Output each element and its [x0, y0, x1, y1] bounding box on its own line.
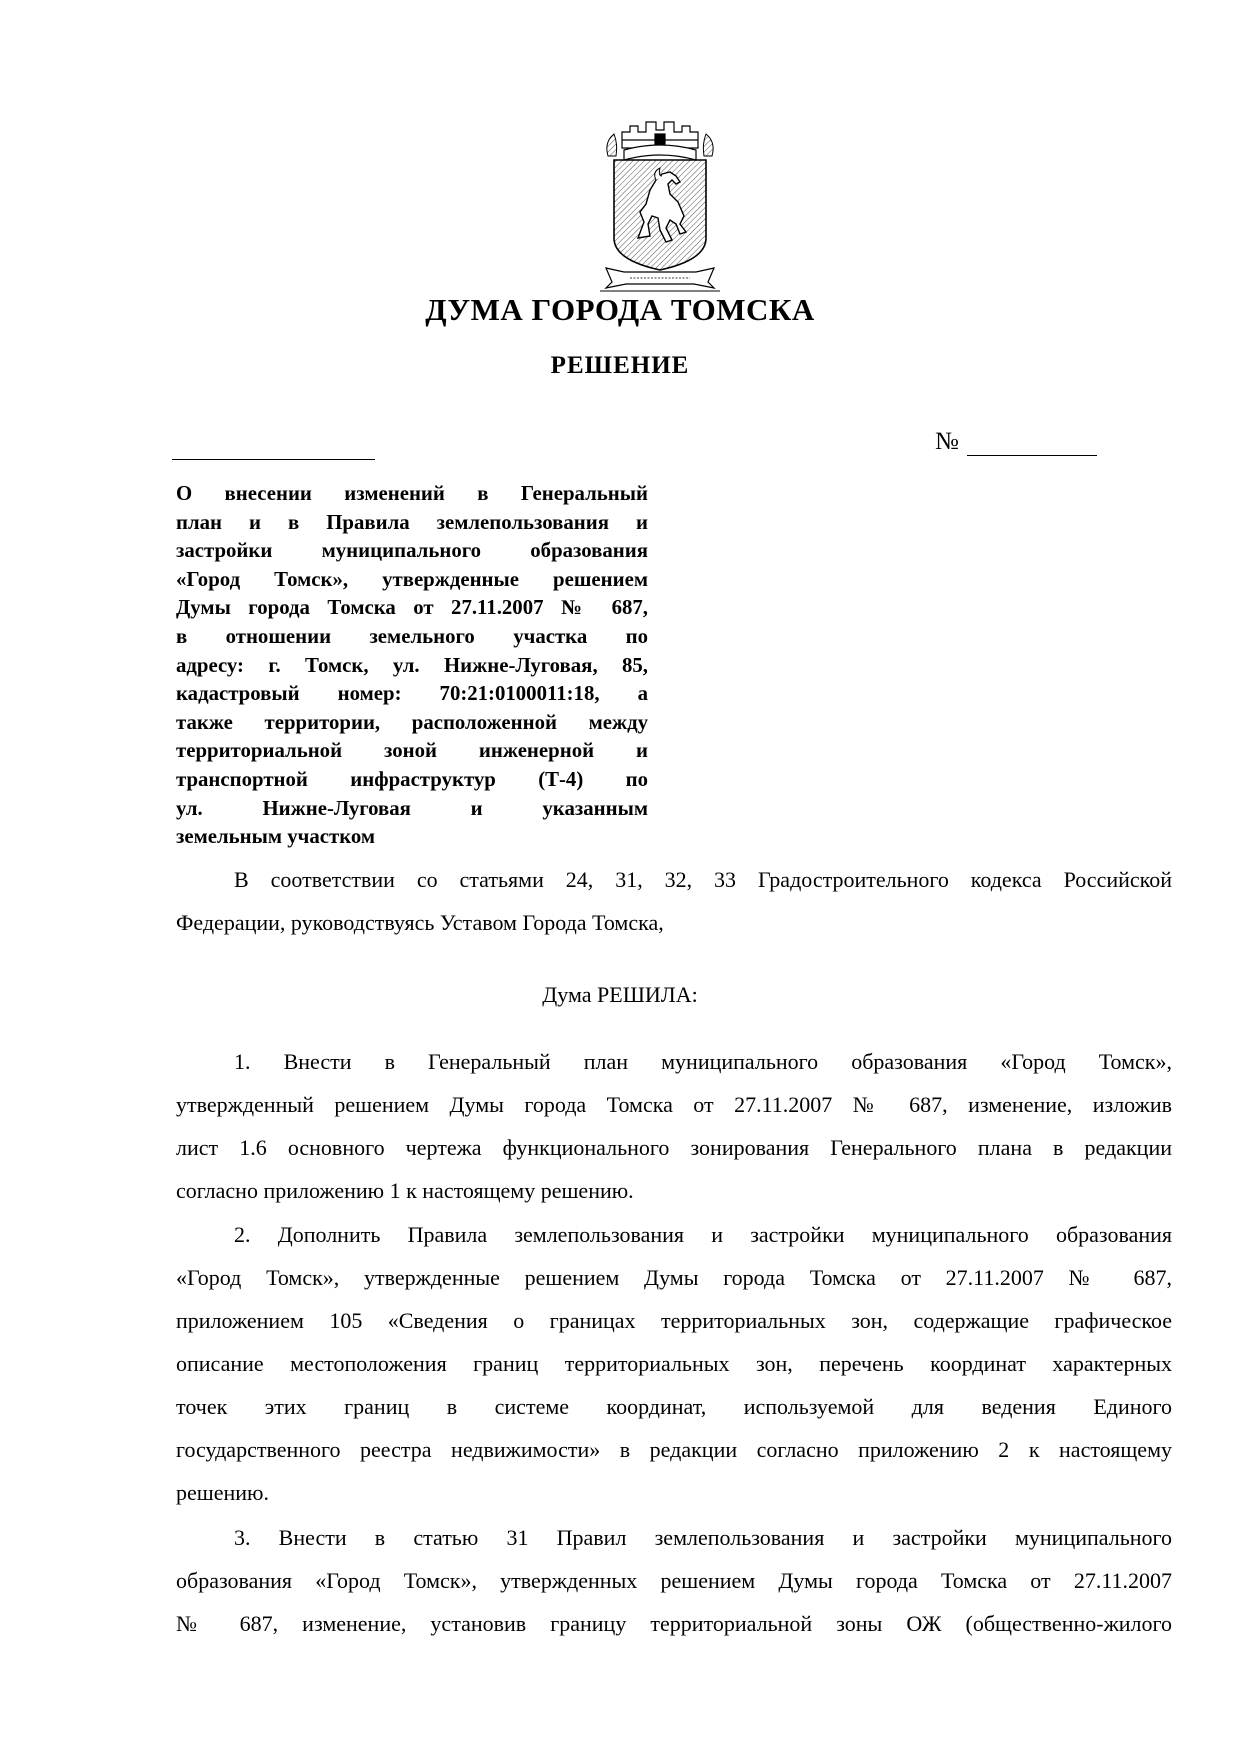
- number-blank-line: [967, 429, 1097, 456]
- subject-line: земельным участком: [176, 825, 376, 849]
- decision-subject: [176, 480, 648, 852]
- subject-line: застройки муниципального образования: [176, 539, 648, 563]
- paragraph-line: решению.: [176, 1480, 269, 1505]
- paragraph-line: образования «Город Томск», утвержденных решением Думы города Томска от 27.11.2007: [176, 1568, 1172, 1593]
- paragraph-line: точек этих границ в системе координат, используемой для ведения Единого: [176, 1394, 1172, 1419]
- organization-title: ДУМА ГОРОДА ТОМСКА: [425, 292, 815, 327]
- subject-line: кадастровый номер: 70:21:0100011:18, а: [176, 682, 648, 706]
- paragraph-line: 3. Внести в статью 31 Правил землепользования и застройки муниципального: [234, 1525, 1172, 1550]
- paragraph-line: описание местоположения границ территориальных зон, перечень координат характерных: [176, 1351, 1172, 1376]
- paragraph-line: согласно приложению 1 к настоящему решению.: [176, 1178, 634, 1203]
- paragraph-line: В соответствии со статьями 24, 31, 32, 33 Градостроительного кодекса Российской: [234, 867, 1172, 892]
- paragraph-line: приложением 105 «Сведения о границах территориальных зон, содержащие графическое: [176, 1308, 1172, 1333]
- paragraph-line: «Город Томск», утвержденные решением Думы города Томска от 27.11.2007 № 687,: [176, 1265, 1172, 1290]
- item-1-paragraph: [176, 1040, 1172, 1212]
- preamble-paragraph: [176, 858, 1172, 944]
- paragraph-line: № 687, изменение, установив границу территориальной зоны ОЖ (общественно-жилого: [176, 1611, 1172, 1636]
- subject-line: О внесении изменений в Генеральный: [176, 482, 648, 505]
- subject-line: в отношении земельного участка по: [176, 624, 648, 648]
- subject-line: территориальной зоной инженерной и: [176, 739, 648, 763]
- document-type-title: РЕШЕНИЕ: [550, 352, 690, 379]
- subject-line: Думы города Томска от 27.11.2007 № 687,: [176, 596, 648, 620]
- subject-line: «Город Томск», утвержденные решением: [176, 567, 648, 591]
- tomsk-coat-of-arms-icon: [600, 120, 720, 292]
- paragraph-line: Федерации, руководствуясь Уставом Города Томска,: [176, 910, 664, 935]
- paragraph-line: 1. Внести в Генеральный план муниципального образования «Город Томск»,: [234, 1049, 1172, 1074]
- subject-line: транспортной инфраструктур (Т-4) по: [176, 767, 648, 791]
- decided-heading: Дума РЕШИЛА:: [542, 982, 698, 1007]
- subject-line: адресу: г. Томск, ул. Нижне-Луговая, 85,: [176, 653, 648, 677]
- date-blank-line: [172, 459, 375, 460]
- subject-line: план и в Правила землепользования и: [176, 510, 648, 534]
- item-2-paragraph: [176, 1213, 1172, 1514]
- item-3-paragraph: [176, 1516, 1172, 1645]
- number-sign: №: [935, 428, 959, 455]
- document-number: [935, 428, 1097, 456]
- paragraph-line: 2. Дополнить Правила землепользования и застройки муниципального образования: [234, 1222, 1172, 1247]
- paragraph-line: лист 1.6 основного чертежа функционального зонирования Генерального плана в редакции: [176, 1135, 1172, 1160]
- paragraph-line: государственного реестра недвижимости» в редакции согласно приложению 2 к настоящему: [176, 1437, 1172, 1462]
- subject-line: ул. Нижне-Луговая и указанным: [176, 796, 648, 820]
- subject-line: также территории, расположенной между: [176, 710, 648, 734]
- paragraph-line: утвержденный решением Думы города Томска от 27.11.2007 № 687, изменение, изложив: [176, 1092, 1172, 1117]
